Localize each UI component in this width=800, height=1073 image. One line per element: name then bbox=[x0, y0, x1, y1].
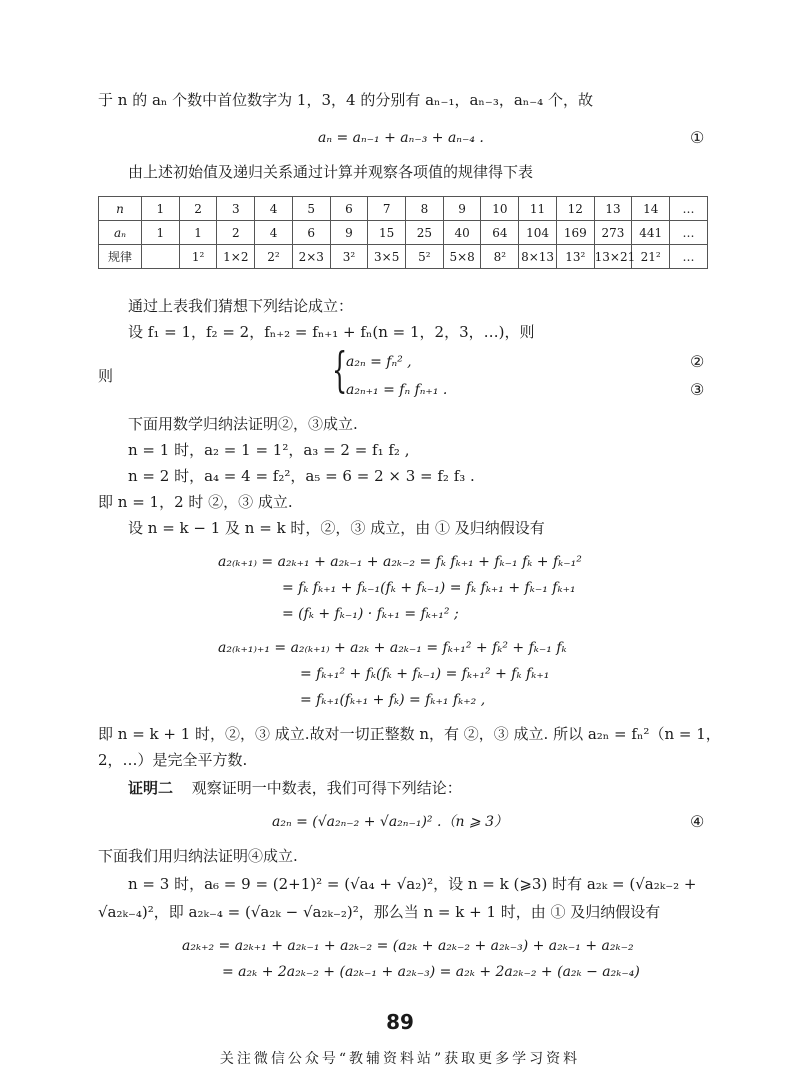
base-case-conclusion: 即 n = 1，2 时 ②，③ 成立. bbox=[98, 493, 293, 511]
table-cell: 9 bbox=[330, 221, 368, 245]
table-cell: 104 bbox=[519, 221, 557, 245]
table-cell: 273 bbox=[594, 221, 632, 245]
table-cell: aₙ bbox=[99, 221, 142, 245]
table-cell: 2×3 bbox=[292, 245, 330, 269]
intro-line: 于 n 的 aₙ 个数中首位数字为 1，3，4 的分别有 aₙ₋₁，aₙ₋₃，aₙ₋₄ 个，故 bbox=[98, 91, 593, 109]
table-cell: 8 bbox=[406, 197, 444, 221]
proof-four-line-2: √a₂ₖ₋₄)²，即 a₂ₖ₋₄ = (√a₂ₖ − √a₂ₖ₋₂)²，那么当 n = k + 1 时，由 ① 及归纳假设有 bbox=[98, 903, 661, 921]
table-cell: 4 bbox=[255, 221, 293, 245]
table-cell: 441 bbox=[632, 221, 670, 245]
equation-4: a₂ₙ = (√a₂ₙ₋₂ + √a₂ₙ₋₁)² .（n ⩾ 3） bbox=[272, 814, 508, 830]
table-cell: 64 bbox=[481, 221, 519, 245]
equation-3: a₂ₙ₊₁ = fₙ fₙ₊₁ . bbox=[346, 382, 448, 398]
table-cell: 6 bbox=[330, 197, 368, 221]
table-cell: 8×13 bbox=[519, 245, 557, 269]
equation-1: aₙ = aₙ₋₁ + aₙ₋₃ + aₙ₋₄ . bbox=[318, 130, 484, 146]
conclusion-line-1: 即 n = k + 1 时，②，③ 成立.故对一切正整数 n，有 ②，③ 成立. 所以 a₂ₙ = fₙ²（n = 1， bbox=[98, 725, 721, 743]
table-cell: 2 bbox=[179, 197, 217, 221]
equation-3-number: ③ bbox=[690, 380, 705, 399]
hypothesis-line: 设 n = k − 1 及 n = k 时，②，③ 成立，由 ① 及归纳假设有 bbox=[128, 519, 545, 537]
derivation-line-5: = fₖ₊₁² + fₖ(fₖ + fₖ₋₁) = fₖ₊₁² + fₖ fₖ₊₁ bbox=[300, 666, 550, 682]
table-cell: 2 bbox=[217, 221, 255, 245]
footer-note: 关注微信公众号“教辅资料站”获取更多学习资料 bbox=[219, 1051, 581, 1067]
proof-two-label: 证明二 bbox=[128, 779, 174, 797]
table-cell: 规律 bbox=[99, 245, 142, 269]
table-cell: 13² bbox=[556, 245, 594, 269]
derivation-line-1: a₂₍ₖ₊₁₎ = a₂ₖ₊₁ + a₂ₖ₋₁ + a₂ₖ₋₂ = fₖ fₖ₊₁ + fₖ₋₁ fₖ + fₖ₋₁² bbox=[218, 554, 582, 570]
table-cell: 1² bbox=[179, 245, 217, 269]
table-cell: 14 bbox=[632, 197, 670, 221]
guess-line: 通过上表我们猜想下列结论成立： bbox=[128, 297, 354, 315]
table-cell: 5² bbox=[406, 245, 444, 269]
table-cell: 1 bbox=[142, 221, 180, 245]
table-cell: 13 bbox=[594, 197, 632, 221]
induction-intro: 下面用数学归纳法证明②，③成立. bbox=[128, 415, 358, 433]
table-cell: … bbox=[670, 197, 708, 221]
derivation-line-2: = fₖ fₖ₊₁ + fₖ₋₁(fₖ + fₖ₋₁) = fₖ fₖ₊₁ + fₖ₋₁ fₖ₊₁ bbox=[282, 580, 576, 596]
table-cell: 8² bbox=[481, 245, 519, 269]
proof-two-text: 观察证明一中数表，我们可得下列结论： bbox=[191, 779, 462, 797]
table-cell: 4 bbox=[255, 197, 293, 221]
definition-line: 设 f₁ = 1，f₂ = 2，fₙ₊₂ = fₙ₊₁ + fₙ(n = 1，2，3，…)，则 bbox=[128, 323, 535, 341]
table-cell: 13×21 bbox=[594, 245, 632, 269]
table-cell: 5×8 bbox=[443, 245, 481, 269]
table-cell: 1 bbox=[142, 197, 180, 221]
table-cell: n bbox=[99, 197, 142, 221]
derivation-line-3: = (fₖ + fₖ₋₁) · fₖ₊₁ = fₖ₊₁² ; bbox=[282, 606, 459, 622]
table-cell: … bbox=[670, 221, 708, 245]
table-cell: 169 bbox=[556, 221, 594, 245]
table-cell: … bbox=[670, 245, 708, 269]
equation-4-number: ④ bbox=[690, 812, 705, 831]
equation-2: a₂ₙ = fₙ² , bbox=[346, 354, 412, 370]
table-cell: 15 bbox=[368, 221, 406, 245]
table-cell: 9 bbox=[443, 197, 481, 221]
table-cell: 1×2 bbox=[217, 245, 255, 269]
equation-1-number: ① bbox=[690, 128, 705, 147]
table-cell: 6 bbox=[292, 221, 330, 245]
derivation-line-6: = fₖ₊₁(fₖ₊₁ + fₖ) = fₖ₊₁ fₖ₊₂ , bbox=[300, 692, 486, 708]
table-cell: 3² bbox=[330, 245, 368, 269]
derivation-line-4: a₂₍ₖ₊₁₎₊₁ = a₂₍ₖ₊₁₎ + a₂ₖ + a₂ₖ₋₁ = fₖ₊₁² + fₖ² + fₖ₋₁ fₖ bbox=[218, 640, 567, 656]
proof-four-intro: 下面我们用归纳法证明④成立. bbox=[98, 847, 298, 865]
table-intro: 由上述初始值及递归关系通过计算并观察各项值的规律得下表 bbox=[128, 163, 534, 181]
table-cell: 21² bbox=[632, 245, 670, 269]
then-label: 则 bbox=[98, 367, 114, 385]
proof-four-line-1: n = 3 时，a₆ = 9 = (2+1)² = (√a₄ + √a₂)²，设 n = k (⩾3) 时有 a₂ₖ = (√a₂ₖ₋₂ + bbox=[128, 875, 697, 893]
base-case-2: n = 2 时，a₄ = 4 = f₂²，a₅ = 6 = 2 × 3 = f₂ f₃ . bbox=[128, 467, 475, 485]
proof-two-heading bbox=[128, 778, 462, 798]
table-cell: 11 bbox=[519, 197, 557, 221]
table-cell: 5 bbox=[292, 197, 330, 221]
table-cell: 10 bbox=[481, 197, 519, 221]
table-cell: 3 bbox=[217, 197, 255, 221]
table-cell: 7 bbox=[368, 197, 406, 221]
table-cell: 40 bbox=[443, 221, 481, 245]
conclusion-line-2: 2，…）是完全平方数. bbox=[98, 751, 248, 769]
value-table bbox=[98, 196, 708, 269]
table-row-a bbox=[99, 221, 708, 245]
table-cell bbox=[142, 245, 180, 269]
table-row-n bbox=[99, 197, 708, 221]
table-cell: 12 bbox=[556, 197, 594, 221]
table-row-rule bbox=[99, 245, 708, 269]
equation-2-number: ② bbox=[690, 352, 705, 371]
table-cell: 25 bbox=[406, 221, 444, 245]
base-case-1: n = 1 时，a₂ = 1 = 1²，a₃ = 2 = f₁ f₂ , bbox=[128, 441, 410, 459]
table-cell: 1 bbox=[179, 221, 217, 245]
table-cell: 2² bbox=[255, 245, 293, 269]
system-brace: { bbox=[332, 342, 348, 398]
page-number: 89 bbox=[386, 1010, 414, 1034]
table-cell: 3×5 bbox=[368, 245, 406, 269]
final-derivation-1: a₂ₖ₊₂ = a₂ₖ₊₁ + a₂ₖ₋₁ + a₂ₖ₋₂ = (a₂ₖ + a₂ₖ₋₂ + a₂ₖ₋₃) + a₂ₖ₋₁ + a₂ₖ₋₂ bbox=[182, 938, 634, 954]
final-derivation-2: = a₂ₖ + 2a₂ₖ₋₂ + (a₂ₖ₋₁ + a₂ₖ₋₃) = a₂ₖ + 2a₂ₖ₋₂ + (a₂ₖ − a₂ₖ₋₄) bbox=[222, 964, 640, 980]
